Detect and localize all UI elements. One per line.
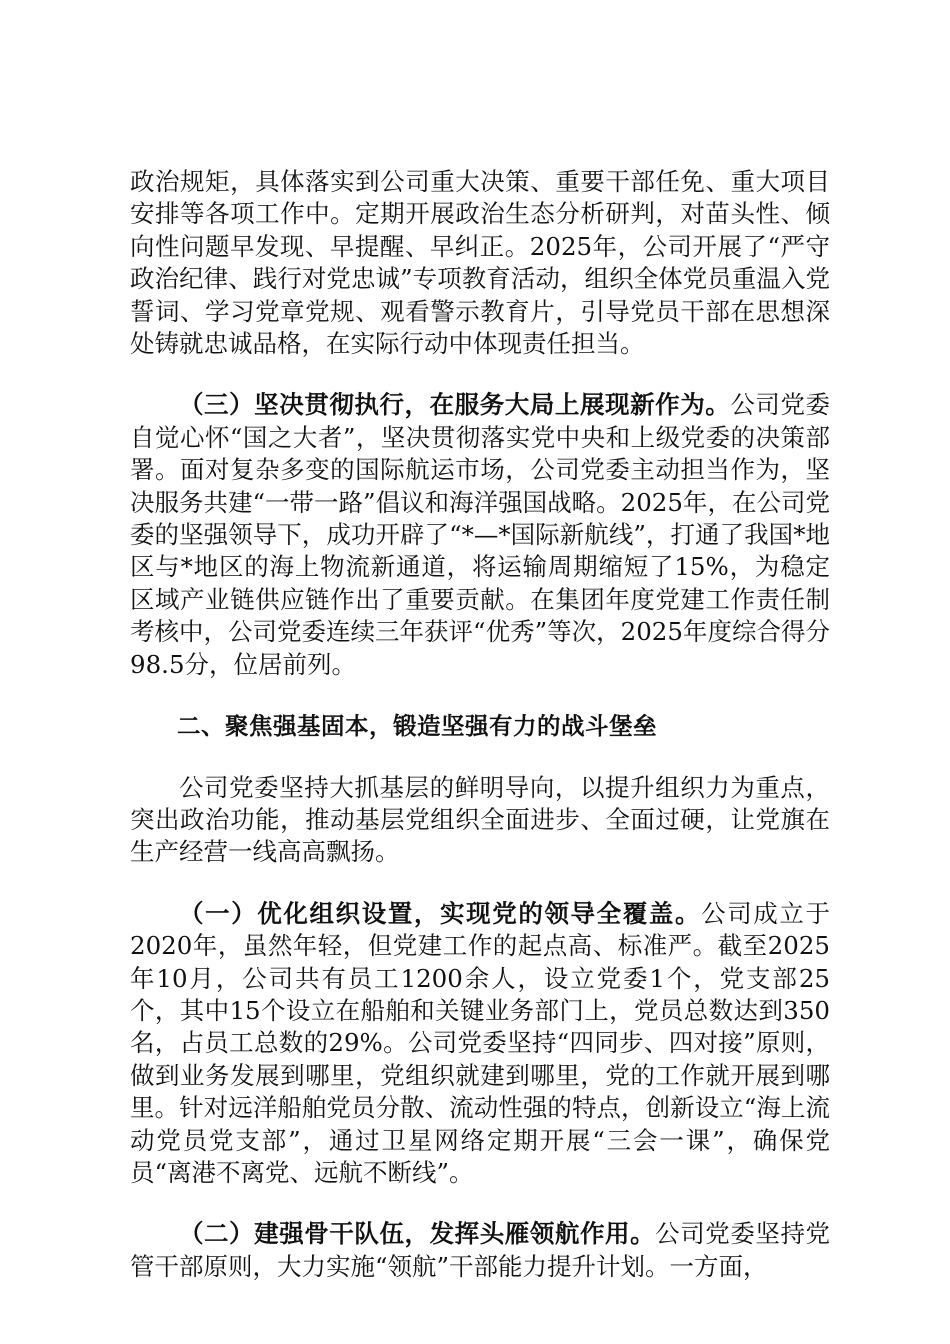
document-body (130, 166, 830, 1312)
paragraph-implementation-body: 公司党委自觉心怀“国之大者”，坚决贯彻落实党中央和上级党委的决策部署。面对复杂多变的国际航运市场，公司党委主动担当作为，坚决服务共建“一带一路”倡议和海洋强国战略。2025年，在公司党委的坚强领导下，成功开辟了“*—*国际新航线”，打通了我国*地区与*地区的海上物流新通道，将运输周期缩短了15%，为稳定区域产业链供应链作出了重要贡献。在集团年度党建工作责任制考核中，公司党委连续三年获评“优秀”等次，2025年度综合得分98.5分，位居前列。 (130, 390, 831, 679)
section-heading-two: 二、聚焦强基固本，锻造坚强有力的战斗堡垒 (177, 712, 657, 741)
paragraph-cadres (130, 1218, 830, 1283)
paragraph-implementation (130, 389, 830, 681)
paragraph-cadres-body: 公司党委坚持党管干部原则，大力实施“领航”干部能力提升计划。一方面， (130, 1219, 830, 1281)
paragraph-grassroots: 公司党委坚持大抓基层的鲜明导向，以提升组织力为重点，突出政治功能，推动基层党组织全面进步、全面过硬，让党旗在生产经营一线高高飘扬。 (130, 772, 830, 867)
paragraph-political-rules: 政治规矩，具体落实到公司重大决策、重要干部任免、重大项目安排等各项工作中。定期开展政治生态分析研判，对苗头性、倾向性问题早发现、早提醒、早纠正。2025年，公司开展了“严守政治纪律、践行对党忠诚”专项教育活动，组织全体党员重温入党誓词、学习党章党规、观看警示教育片，引导党员干部在思想深处铸就忠诚品格，在实际行动中体现责任担当。 (130, 167, 830, 359)
subheading-three: （三）坚决贯彻执行，在服务大局上展现新作为。 (179, 390, 731, 420)
paragraph-organization-body: 公司成立于2020年，虽然年轻，但党建工作的起点高、标准严。截至2025年10月，公司共有员工1200余人，设立党委1个，党支部25个，其中15个设立在船舶和关键业务部门上，党员总数达到350名，占员工总数的29%。公司党委坚持“四同步、四对接”原则，做到业务发展到哪里，党组织就建到哪里，党的工作就开展到哪里。针对远洋船舶党员分散、流动性强的特点，创新设立“海上流动党员党支部”，通过卫星网络定期开展“三会一课”，确保党员“离港不离党、远航不断线”。 (130, 898, 831, 1187)
subheading-one: （一）优化组织设置，实现党的领导全覆盖。 (179, 898, 702, 928)
paragraph-organization (130, 898, 830, 1190)
subheading-two: （二）建强骨干队伍，发挥头雁领航作用。 (179, 1219, 656, 1249)
